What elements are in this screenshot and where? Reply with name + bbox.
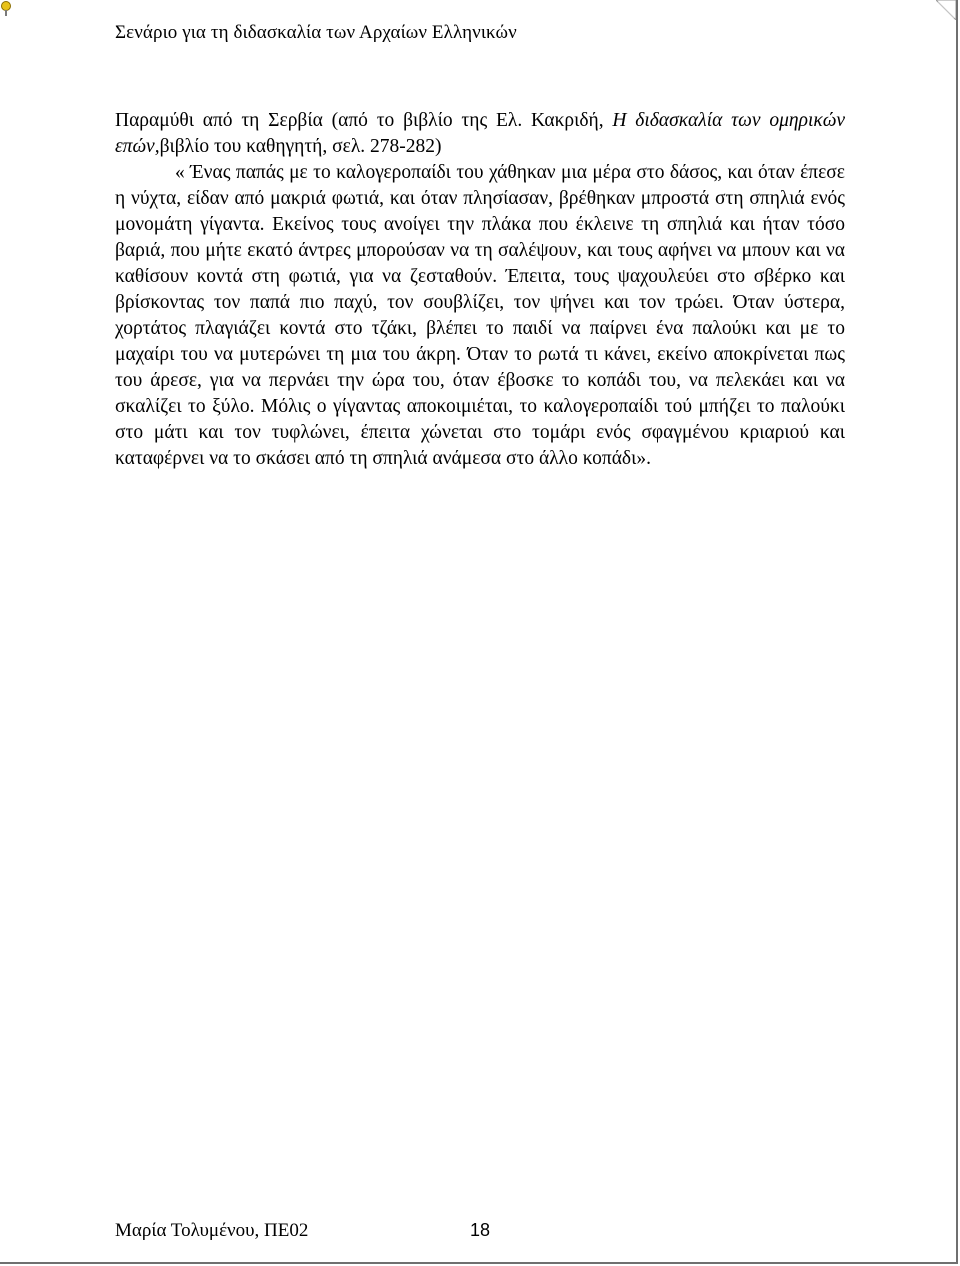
source-reference (115, 108, 845, 160)
pin-icon (0, 0, 14, 18)
source-suffix: βιβλίο του καθηγητή, σελ. 278-282) (159, 136, 442, 157)
page-number: 18 (470, 1220, 491, 1240)
document-header: Σενάριο για τη διδασκαλία των Αρχαίων Ελληνικών (115, 22, 517, 43)
source-book-title: Η διδασκαλία των ομηρικών επών, (115, 110, 845, 157)
document-body (115, 108, 845, 472)
fairy-tale-quote: « Ένας παπάς με το καλογεροπαίδι του χάθηκαν μια μέρα στο δάσος, και όταν έπεσε η νύχτα, είδαν από μακριά φωτιά, και όταν πλησίασαν, βρέθηκαν μπροστά στη σπηλιά ενός μονομάτη γίγαντα. Εκείνος τους ανοίγει την πλάκα που έκλεινε τη σπηλιά και ήταν τόσο βαριά, που μήτε εκατό άντρες μπορούσαν να τη σαλέψουν, και τους αφήνει να μπουν και να καθίσουν κοντά στη φωτιά, για να ζεσταθούν. Έπειτα, τους ψαχουλεύει στο σβέρκο και βρίσκοντας τον παπά πιο παχύ, τον σουβλίζει, τον ψήνει και τον τρώει. Όταν ύστερα, χορτάτος πλαγιάζει κοντά στο τζάκι, βλέπει το παιδί να παίρνει ένα παλούκι και με το μαχαίρι του να μυτερώνει τη μια του άκρη. Όταν το ρωτά τι κάνει, εκείνο αποκρίνεται πως του άρεσε, για να περνάει την ώρα του, όταν έβοσκε το κοπάδι του, να πελεκάει και να σκαλίζει το ξύλο. Μόλις ο γίγαντας αποκοιμιέται, το καλογεροπαίδι τού μπήζει το παλούκι στο μάτι και τον τυφλώνει, έπειτα χώνεται στο τομάρι ενός σφαγμένου κριαριού και καταφέρνει να το σκάσει από τη σπηλιά ανάμεσα στο άλλο κοπάδι». (115, 162, 845, 469)
source-prefix: Παραμύθι από τη Σερβία (από το βιβλίο της Ελ. Κακριδή, (115, 110, 613, 131)
footer-author: Μαρία Τολυμένου, ΠΕ02 (115, 1220, 309, 1241)
page-corner-fold-icon (936, 0, 956, 20)
